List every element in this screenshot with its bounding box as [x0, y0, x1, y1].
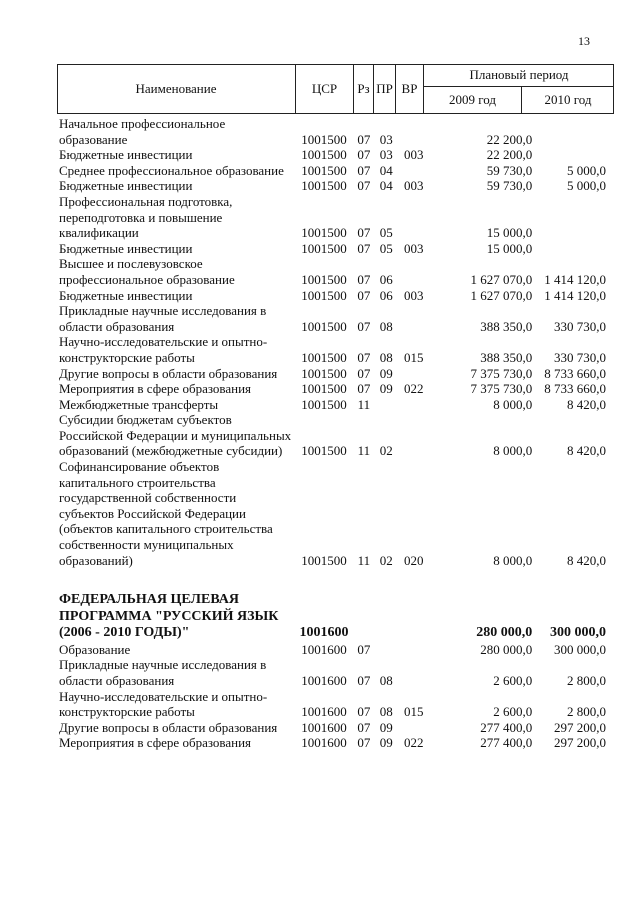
header-2010: 2010 год	[521, 86, 614, 114]
cell-name: Мероприятия в сфере образования	[59, 735, 252, 751]
cell-rz: 07	[357, 240, 371, 256]
cell-y2010: 300 000,0	[554, 641, 607, 657]
cell-y2009: 8 000,0	[493, 396, 533, 412]
cell-y2009: 277 400,0	[480, 719, 533, 735]
cell-pr: 03	[379, 147, 393, 163]
cell-name: Среднее профессиональное образование	[59, 162, 284, 178]
cell-y2010: 8 420,0	[567, 396, 607, 412]
cell-csr: 1001500	[301, 381, 347, 397]
cell-csr: 1001500	[301, 162, 347, 178]
cell-csr: 1001500	[301, 240, 347, 256]
header-pr: ПР	[373, 64, 395, 114]
cell-rz: 07	[357, 178, 371, 194]
budget-table-body	[57, 116, 614, 751]
cell-name: Другие вопросы в области образования	[59, 719, 278, 735]
cell-pr: 08	[379, 349, 393, 365]
cell-name: Прикладные научные исследования в области образования	[59, 657, 267, 688]
cell-y2009: 280 000,0	[476, 625, 533, 641]
cell-vr: 003	[403, 240, 424, 256]
cell-pr: 05	[379, 225, 393, 241]
cell-name: Мероприятия в сфере образования	[59, 381, 252, 397]
cell-csr: 1001500	[301, 287, 347, 303]
header-name: Наименование	[135, 81, 217, 96]
cell-rz: 07	[357, 735, 371, 751]
cell-vr: 003	[403, 147, 424, 163]
page-number: 13	[578, 34, 590, 48]
cell-y2009: 59 730,0	[486, 178, 533, 194]
cell-name: Образование	[59, 641, 131, 657]
cell-y2010: 8 420,0	[567, 443, 607, 459]
cell-csr: 1001500	[301, 147, 347, 163]
cell-name: Межбюджетные трансферты	[59, 396, 219, 412]
cell-rz: 07	[357, 704, 371, 720]
table-row	[57, 178, 614, 194]
table-row	[57, 381, 614, 397]
table-row	[57, 735, 614, 751]
cell-csr: 1001500	[301, 271, 347, 287]
cell-rz: 07	[357, 225, 371, 241]
cell-y2010: 300 000,0	[550, 625, 607, 641]
cell-vr: 003	[403, 178, 424, 194]
cell-rz: 07	[357, 719, 371, 735]
cell-y2010: 2 800,0	[567, 704, 607, 720]
cell-y2009: 277 400,0	[480, 735, 533, 751]
cell-name: Бюджетные инвестиции	[59, 287, 193, 303]
cell-pr: 02	[379, 443, 393, 459]
table-row	[57, 288, 614, 304]
cell-name: Научно-исследовательские и опытно-конструкторские работы	[59, 688, 268, 720]
cell-y2010: 8 733 660,0	[544, 381, 607, 397]
cell-pr: 05	[379, 240, 393, 256]
cell-name: Начальное профессиональное образование	[59, 116, 226, 147]
cell-csr: 1001500	[301, 349, 347, 365]
cell-pr: 06	[379, 271, 393, 287]
cell-pr: 02	[379, 552, 393, 568]
section-spacer	[57, 568, 614, 592]
table-row	[57, 116, 614, 147]
cell-pr: 04	[379, 178, 393, 194]
cell-y2009: 2 600,0	[493, 672, 533, 688]
header-vr: ВР	[395, 64, 423, 114]
cell-name: Высшее и послевузовское профессиональное образование	[59, 256, 235, 287]
table-row	[57, 303, 614, 334]
cell-y2010: 297 200,0	[554, 735, 607, 751]
cell-rz: 11	[357, 552, 371, 568]
cell-csr: 1001500	[301, 396, 347, 412]
cell-y2009: 1 627 070,0	[470, 271, 533, 287]
cell-rz: 07	[357, 162, 371, 178]
table-row	[57, 592, 614, 642]
cell-vr: 015	[403, 704, 424, 720]
cell-pr: 03	[379, 131, 393, 147]
cell-rz: 07	[357, 287, 371, 303]
cell-pr: 06	[379, 287, 393, 303]
cell-rz: 07	[357, 271, 371, 287]
table-row	[57, 194, 614, 241]
cell-name: Профессиональная подготовка, переподготовка и повышение квалификации	[59, 193, 233, 241]
cell-csr: 1001500	[301, 178, 347, 194]
cell-y2010: 8 420,0	[567, 552, 607, 568]
header-2009: 2009 год	[423, 86, 521, 114]
cell-csr: 1001500	[301, 365, 347, 381]
cell-y2010: 2 800,0	[567, 672, 607, 688]
cell-y2009: 22 200,0	[486, 131, 533, 147]
table-row	[57, 412, 614, 459]
table-row	[57, 241, 614, 257]
cell-rz: 07	[357, 365, 371, 381]
cell-csr: 1001500	[301, 318, 347, 334]
cell-name: Другие вопросы в области образования	[59, 365, 278, 381]
cell-y2009: 15 000,0	[486, 225, 533, 241]
cell-name: Софинансирование объектов капитального строительства государственной собственности субъектов Российской Федерации (объектов капитального строительства собственности муниципальных образований)	[59, 459, 273, 568]
cell-csr: 1001500	[301, 552, 347, 568]
cell-csr: 1001600	[299, 625, 349, 641]
cell-csr: 1001500	[301, 131, 347, 147]
cell-y2009: 15 000,0	[486, 240, 533, 256]
cell-y2009: 59 730,0	[486, 162, 533, 178]
cell-pr: 08	[379, 704, 393, 720]
cell-name: Бюджетные инвестиции	[59, 147, 193, 163]
cell-csr: 1001500	[301, 443, 347, 459]
cell-pr: 09	[379, 735, 393, 751]
cell-csr: 1001600	[301, 672, 347, 688]
cell-rz: 11	[357, 443, 371, 459]
cell-y2009: 388 350,0	[480, 349, 533, 365]
cell-csr: 1001600	[301, 641, 347, 657]
cell-y2009: 7 375 730,0	[470, 365, 533, 381]
table-row	[57, 256, 614, 287]
cell-rz: 07	[357, 381, 371, 397]
cell-pr: 08	[379, 672, 393, 688]
cell-vr: 022	[403, 735, 424, 751]
cell-y2009: 8 000,0	[493, 443, 533, 459]
cell-y2010: 5 000,0	[567, 162, 607, 178]
cell-name: Субсидии бюджетам субъектов Российской Федерации и муниципальных образований (межбюджетные субсидии)	[59, 412, 292, 459]
cell-y2009: 22 200,0	[486, 147, 533, 163]
cell-rz: 07	[357, 672, 371, 688]
table-row	[57, 459, 614, 568]
cell-rz: 07	[357, 318, 371, 334]
cell-rz: 11	[357, 396, 371, 412]
cell-csr: 1001600	[301, 704, 347, 720]
table-row	[57, 163, 614, 179]
cell-y2009: 8 000,0	[493, 552, 533, 568]
cell-csr: 1001500	[301, 225, 347, 241]
table-row	[57, 334, 614, 365]
cell-vr: 020	[403, 552, 424, 568]
cell-y2010: 330 730,0	[554, 318, 607, 334]
cell-y2010: 297 200,0	[554, 719, 607, 735]
cell-pr: 09	[379, 719, 393, 735]
cell-y2010: 8 733 660,0	[544, 365, 607, 381]
cell-csr: 1001600	[301, 735, 347, 751]
header-period: Плановый период	[423, 64, 614, 86]
cell-vr: 015	[403, 349, 424, 365]
header-csr: ЦСР	[295, 64, 353, 114]
cell-rz: 07	[357, 131, 371, 147]
cell-pr: 04	[379, 162, 393, 178]
table-row	[57, 642, 614, 658]
table-row	[57, 689, 614, 720]
cell-y2010: 5 000,0	[567, 178, 607, 194]
cell-y2010: 1 414 120,0	[544, 287, 607, 303]
table-row	[57, 366, 614, 382]
cell-y2010: 1 414 120,0	[544, 271, 607, 287]
cell-name: Бюджетные инвестиции	[59, 178, 193, 194]
cell-vr: 022	[403, 381, 424, 397]
cell-vr: 003	[403, 287, 424, 303]
cell-pr: 08	[379, 318, 393, 334]
cell-pr: 09	[379, 381, 393, 397]
cell-rz: 07	[357, 349, 371, 365]
cell-csr: 1001600	[301, 719, 347, 735]
cell-name: Прикладные научные исследования в области образования	[59, 303, 267, 334]
cell-y2009: 388 350,0	[480, 318, 533, 334]
cell-y2009: 1 627 070,0	[470, 287, 533, 303]
table-row	[57, 720, 614, 736]
cell-rz: 07	[357, 147, 371, 163]
cell-rz: 07	[357, 641, 371, 657]
table-header	[57, 64, 614, 114]
table-row	[57, 397, 614, 413]
cell-y2009: 280 000,0	[480, 641, 533, 657]
cell-name: ФЕДЕРАЛЬНАЯ ЦЕЛЕВАЯ ПРОГРАММА "РУССКИЙ ЯЗЫК (2006 - 2010 ГОДЫ)"	[59, 592, 279, 641]
cell-name: Бюджетные инвестиции	[59, 240, 193, 256]
cell-y2009: 7 375 730,0	[470, 381, 533, 397]
cell-y2010: 330 730,0	[554, 349, 607, 365]
table-row	[57, 147, 614, 163]
cell-name: Научно-исследовательские и опытно-конструкторские работы	[59, 334, 268, 365]
cell-pr: 09	[379, 365, 393, 381]
header-rz: Рз	[353, 64, 373, 114]
cell-y2009: 2 600,0	[493, 704, 533, 720]
table-row	[57, 657, 614, 688]
